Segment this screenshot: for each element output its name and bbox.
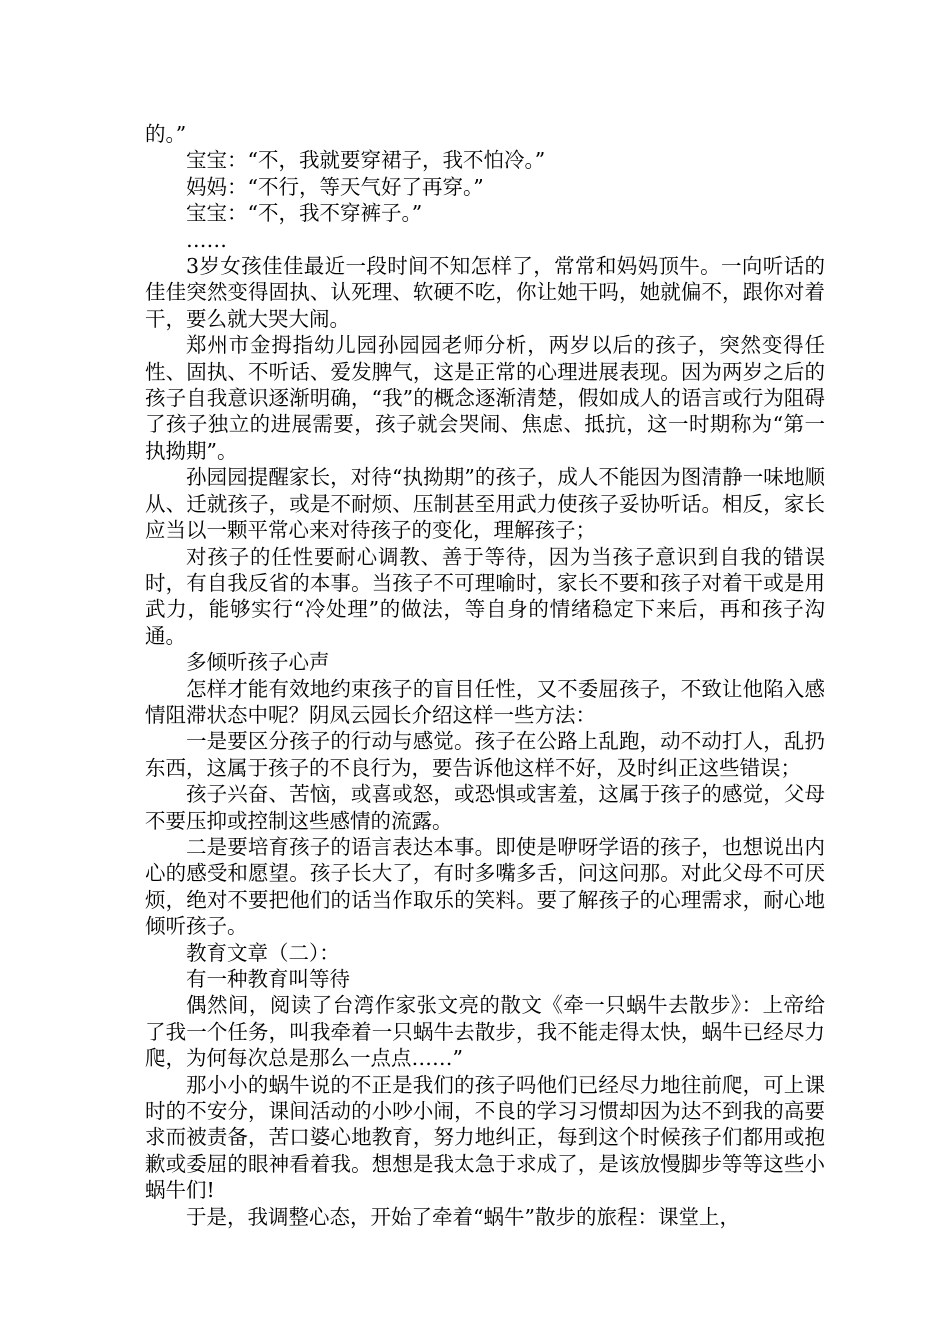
article-label: 教育文章（二）： — [186, 940, 340, 965]
article-title: 有一种教育叫等待 — [186, 967, 350, 991]
paragraph: 一是要区分孩子的行动与感觉。孩子在公路上乱跑，动不动打人，乱扔东西，这属于孩子的不良行为，要告诉他这样不好，及时纠正这些错误； — [145, 729, 825, 780]
document-page — [145, 121, 825, 1230]
paragraph: 孩子兴奋、苦恼，或喜或怒，或恐惧或害羞，这属于孩子的感觉，父母不要压抑或控制这些感情的流露。 — [145, 782, 825, 833]
paragraph: 偶然间，阅读了台湾作家张文亮的散文《牵一只蜗牛去散步》：上帝给了我一个任务，叫我牵着一只蜗牛去散步，我不能走得太快，蜗牛已经尽力爬，为何每次总是那么一点点……” — [145, 993, 825, 1071]
paragraph: 对孩子的任性要耐心调教、善于等待，因为当孩子意识到自我的错误时，有自我反省的本事。当孩子不可理喻时，家长不要和孩子对着干或是用武力，能够实行“冷处理”的做法，等自身的情绪稳定下来后，再和孩子沟通。 — [145, 544, 825, 648]
paragraph: 郑州市金拇指幼儿园孙园园老师分析，两岁以后的孩子，突然变得任性、固执、不听话、爱发脾气，这是正常的心理进展表现。因为两岁之后的孩子自我意识逐渐明确，“我”的概念逐渐清楚，假如成人的语言或行为阻碍了孩子独立的进展需要，孩子就会哭闹、焦虑、抵抗，这一时期称为“第一执拗期”。 — [145, 333, 825, 463]
paragraph-continuation: 的。” — [145, 122, 187, 146]
section-heading: 多倾听孩子心声 — [186, 650, 330, 675]
dialogue-line: 宝宝：“不，我就要穿裙子，我不怕冷。” — [186, 148, 546, 173]
paragraph: 二是要培育孩子的语言表达本事。即使是咿呀学语的孩子，也想说出内心的感受和愿望。孩子长大了，有时多嘴多舌，问这问那。对此父母不可厌烦，绝对不要把他们的话当作取乐的笑料。要了解孩子的心理需求，耐心地倾听孩子。 — [145, 834, 825, 939]
paragraph: 那小小的蜗牛说的不正是我们的孩子吗他们已经尽力地往前爬，可上课时的不安分，课间活动的小吵小闹，不良的学习习惯却因为达不到我的高要求而被责备，苦口婆心地教育，努力地纠正，每到这个时候孩子们都用或抱歉或委屈的眼神看着我。想想是我太急于求成了，是该放慢脚步等等这些小蜗牛们! — [145, 1072, 825, 1203]
paragraph: 孙园园提醒家长，对待“执拗期”的孩子，成人不能因为图清静一味地顺从、迁就孩子，或是不耐烦、压制甚至用武力使孩子妥协听话。相反，家长应当以一颗平常心来对待孩子的变化，理解孩子； — [145, 465, 825, 543]
paragraph: 3岁女孩佳佳最近一段时间不知怎样了，常常和妈妈顶牛。一向听话的佳佳突然变得固执、认死理、软硬不吃，你让她干吗，她就偏不，跟你对着干，要么就大哭大闹。 — [145, 254, 825, 331]
ellipsis-line: …… — [186, 227, 227, 252]
dialogue-line: 宝宝：“不，我不穿裤子。” — [186, 201, 423, 226]
paragraph: 怎样才能有效地约束孩子的盲目任性，又不委屈孩子，不致让他陷入感情阻滞状态中呢？阴凤云园长介绍这样一些方法： — [145, 676, 825, 727]
paragraph: 于是，我调整心态，开始了牵着“蜗牛”散步的旅程：课堂上， — [186, 1204, 740, 1229]
dialogue-line: 妈妈：“不行，等天气好了再穿。” — [186, 174, 484, 199]
